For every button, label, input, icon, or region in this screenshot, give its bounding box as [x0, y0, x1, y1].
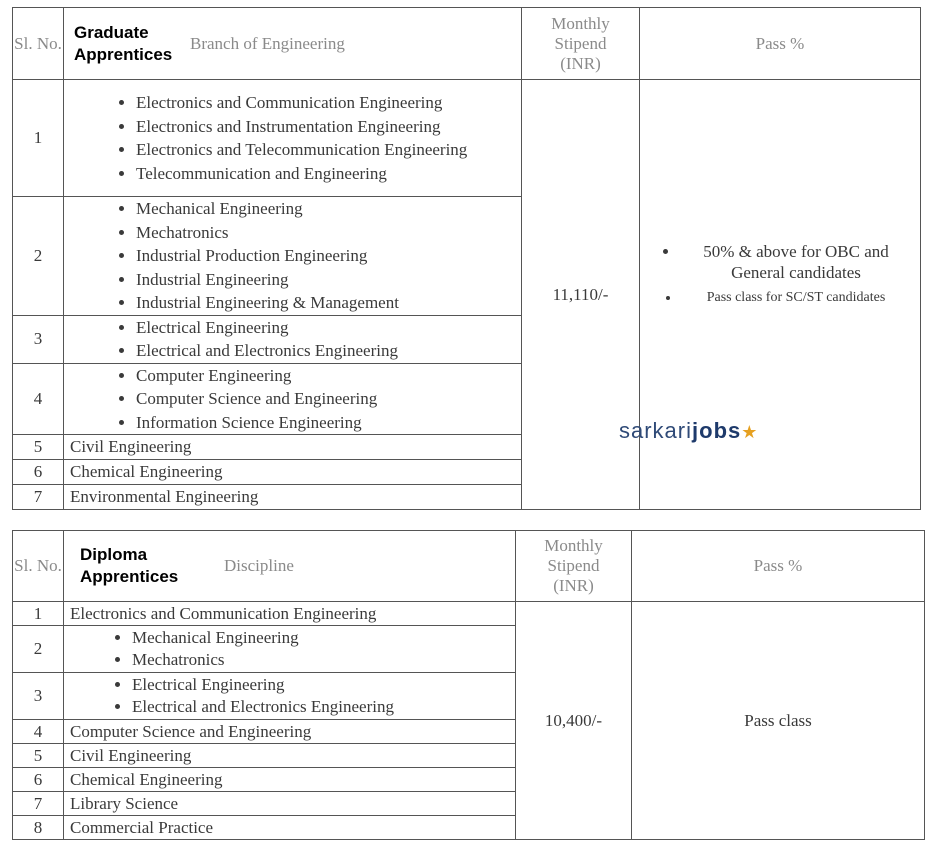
table-row: 2 • Mechanical Engineering • Mechatronics • Industrial Production Engineering • Industrial Engineering • Industrial Engineering & Management [13, 197, 921, 316]
col-discipline-header: Diploma Apprentices Discipline [64, 531, 516, 602]
list-item: • Industrial Engineering [136, 268, 521, 292]
col-sl-header: Sl. No. [13, 531, 64, 602]
section-title: Graduate Apprentices [74, 22, 173, 64]
pass-criteria: Pass class [632, 602, 925, 840]
col-pass-header: Pass % [632, 531, 925, 602]
table-row: 7 Library Science [13, 792, 925, 816]
sarkarijobs-logo: sarkarijobs★ [619, 418, 759, 443]
pass-item: • Pass class for SC/ST candidates [680, 287, 912, 308]
list-item: • Electronics and Communication Engineering [136, 91, 521, 115]
list-item: • Electrical Engineering [132, 674, 515, 696]
stipend-value: 10,400/- [516, 602, 632, 840]
list-item: • Electronics and Telecommunication Engineering [136, 138, 521, 162]
table-row: 6 Chemical Engineering [13, 768, 925, 792]
list-item: • Mechatronics [132, 649, 515, 671]
list-item: • Industrial Production Engineering [136, 244, 521, 268]
list-item: • Electrical Engineering [136, 316, 521, 340]
diploma-apprentices-table [12, 530, 925, 840]
stipend-value: 11,110/- [522, 80, 640, 510]
table-header-row [13, 531, 925, 602]
table-row: 3 • Electrical Engineering • Electrical and Electronics Engineering [13, 673, 925, 720]
list-item: • Mechanical Engineering [136, 197, 521, 221]
list-item: • Mechanical Engineering [132, 627, 515, 649]
bulb-icon: ★ [741, 422, 759, 442]
table-row: 5 Civil Engineering [13, 435, 921, 460]
table-row: 6 Chemical Engineering [13, 460, 921, 485]
list-item: • Electrical and Electronics Engineering [136, 339, 521, 363]
table-row: 7 Environmental Engineering [13, 485, 921, 510]
list-item: • Electronics and Instrumentation Engineering [136, 115, 521, 139]
list-item: • Computer Science and Engineering [136, 387, 521, 411]
pass-criteria [640, 80, 921, 510]
col-stipend-header: Monthly Stipend (INR) [522, 8, 640, 80]
list-item: • Electrical and Electronics Engineering [132, 696, 515, 718]
table-row: 4 Computer Science and Engineering [13, 720, 925, 744]
list-item: • Mechatronics [136, 221, 521, 245]
graduate-apprentices-table [12, 7, 921, 510]
col-sl-header: Sl. No. [13, 8, 64, 80]
table-row: 1 • Electronics and Communication Engineering • Electronics and Instrumentation Engineering • Electronics and Telecommunication Engineering • Telecommunication and Engineering 11,110/- • 50% & above for OBC and General candidates • Pass class for SC/ST candidates [13, 80, 921, 197]
col-branch-header: Graduate Apprentices Branch of Engineering [64, 8, 522, 80]
table-row: 8 Commercial Practice [13, 816, 925, 840]
table-row: 1 Electronics and Communication Engineering 10,400/- Pass class [13, 602, 925, 626]
pass-item: • 50% & above for OBC and General candidates [680, 241, 912, 283]
section-title: Diploma Apprentices [80, 545, 179, 586]
list-item: • Industrial Engineering & Management [136, 291, 521, 315]
list-item: • Telecommunication and Engineering [136, 162, 521, 186]
table-row: 3 • Electrical Engineering • Electrical and Electronics Engineering [13, 315, 921, 363]
list-item: • Computer Engineering [136, 364, 521, 388]
col-stipend-header: Monthly Stipend (INR) [516, 531, 632, 602]
table-row: 5 Civil Engineering [13, 744, 925, 768]
table-row: 4 • Computer Engineering • Computer Science and Engineering • Information Science Engineering [13, 363, 921, 435]
table-row: 2 • Mechanical Engineering • Mechatronics [13, 626, 925, 673]
col-pass-header: Pass % [640, 8, 921, 80]
list-item: • Information Science Engineering [136, 411, 521, 435]
table-header-row [13, 8, 921, 80]
